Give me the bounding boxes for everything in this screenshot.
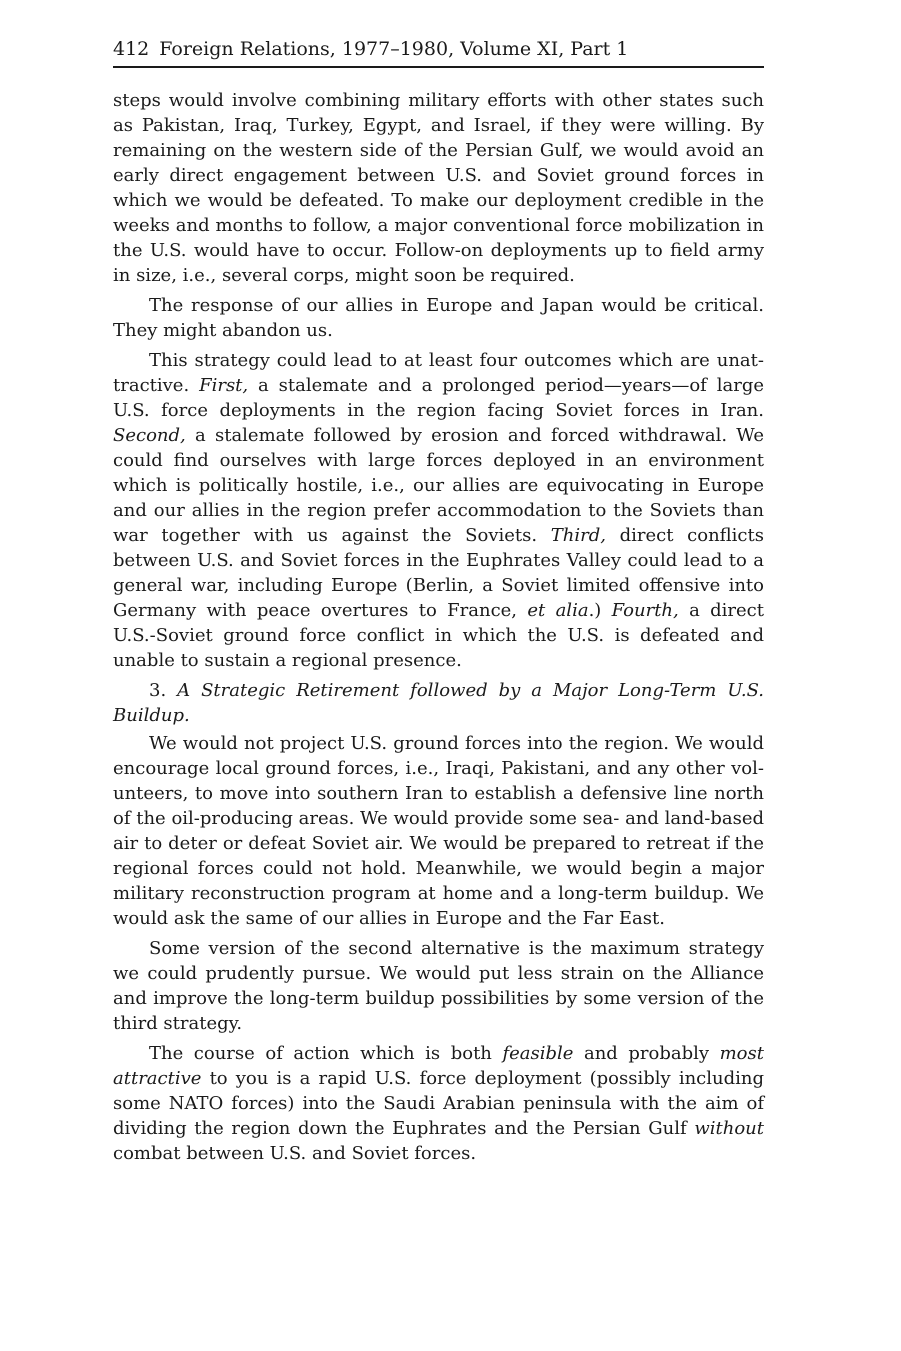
text-run: to you is a rapid U.S. force deployment (possibly including some NATO forces) into the Saudi Arabian peninsula with the aim of dividing the region down the Euphrates and the Persian Gulf [113, 1068, 764, 1139]
text-run: and probably [573, 1043, 720, 1064]
paragraph-four-outcomes [113, 348, 764, 673]
italic-without: without [694, 1118, 764, 1139]
volume-title: Foreign Relations, 1977–1980, Volume XI, Part 1 [159, 38, 629, 60]
running-head [113, 36, 764, 68]
italic-second: Second, [113, 425, 186, 446]
text-run: direct conflicts between U.S. and Soviet forces in the Euphrates Valley could lead to a general war, including Europe (Berlin, a Soviet limited offensive into Germany with peace overtures to France, [113, 525, 764, 621]
text-run: .) [588, 600, 612, 621]
italic-third: Third, [550, 525, 606, 546]
text-run: a stalemate and a prolonged period—years—of large U.S. force deployments in the region facing Soviet forces in Iran. [113, 375, 765, 421]
section-number: 3. [149, 680, 178, 701]
text-run: combat between U.S. and Soviet forces. [113, 1143, 477, 1164]
page-number: 412 [113, 38, 150, 60]
text-run: This strategy could lead to at least four outcomes which are unattractive. [113, 350, 764, 396]
paragraph-course-of-action [113, 1041, 764, 1166]
document-page [113, 36, 764, 1171]
text-run: The course of action which is both [149, 1043, 503, 1064]
italic-first: First, [199, 375, 249, 396]
italic-et-alia: et alia [527, 600, 589, 621]
section-title: A Strategic Retirement followed by a Major Long-Term U.S. Buildup. [113, 680, 764, 726]
paragraph-second-alternative: Some version of the second alternative is the maximum strategy we could prudently pursue. We would put less strain on the Alliance and improve the long-term buildup possibilities by some version of the third strategy. [113, 938, 764, 1034]
paragraph-deployment-steps: steps would involve combining military efforts with other states such as Pakistan, Iraq, Turkey, Egypt, and Israel, if they were willing. By remaining on the western side of the Persian Gulf, we would avoid an early direct engagement between U.S. and Soviet ground forces in which we would be defeated. To make our deployment credible in the weeks and months to follow, a major conventional force mobilization in the U.S. would have to occur. Follow-on deployments up to field army in size, i.e., several corps, might soon be required. [113, 90, 764, 286]
italic-feasible: feasible [502, 1043, 574, 1064]
paragraph-no-ground-forces: We would not project U.S. ground forces into the region. We would encourage local ground forces, i.e., Iraqi, Pakistani, and any other volunteers, to move into southern Iran to establish a defensive line north of the oil-producing areas. We would provide some sea- and land-based air to deter or defeat Soviet air. We would be prepared to retreat if the regional forces could not hold. Meanwhile, we would begin a major military reconstruction program at home and a long-term buildup. We would ask the same of our allies in Europe and the Far East. [113, 733, 764, 929]
body-text [113, 88, 764, 1166]
text-run: a direct U.S.-Soviet ground force conflict in which the U.S. is defeated and unable to sustain a regional presence. [113, 600, 765, 671]
text-run: a stalemate followed by erosion and forced withdrawal. We could find ourselves with large forces deployed in an environment which is politically hostile, i.e., our allies are equivocating in Europe and our allies in the region prefer accommodation to the Soviets than war together with us against the Soviets. [113, 425, 764, 546]
italic-most-attractive: most attractive [113, 1043, 764, 1089]
paragraph-allies-response: The response of our allies in Europe and Japan would be critical. They might abandon us. [113, 295, 764, 341]
section-heading-strategic-retirement [113, 678, 764, 728]
italic-fourth: Fourth, [611, 600, 679, 621]
